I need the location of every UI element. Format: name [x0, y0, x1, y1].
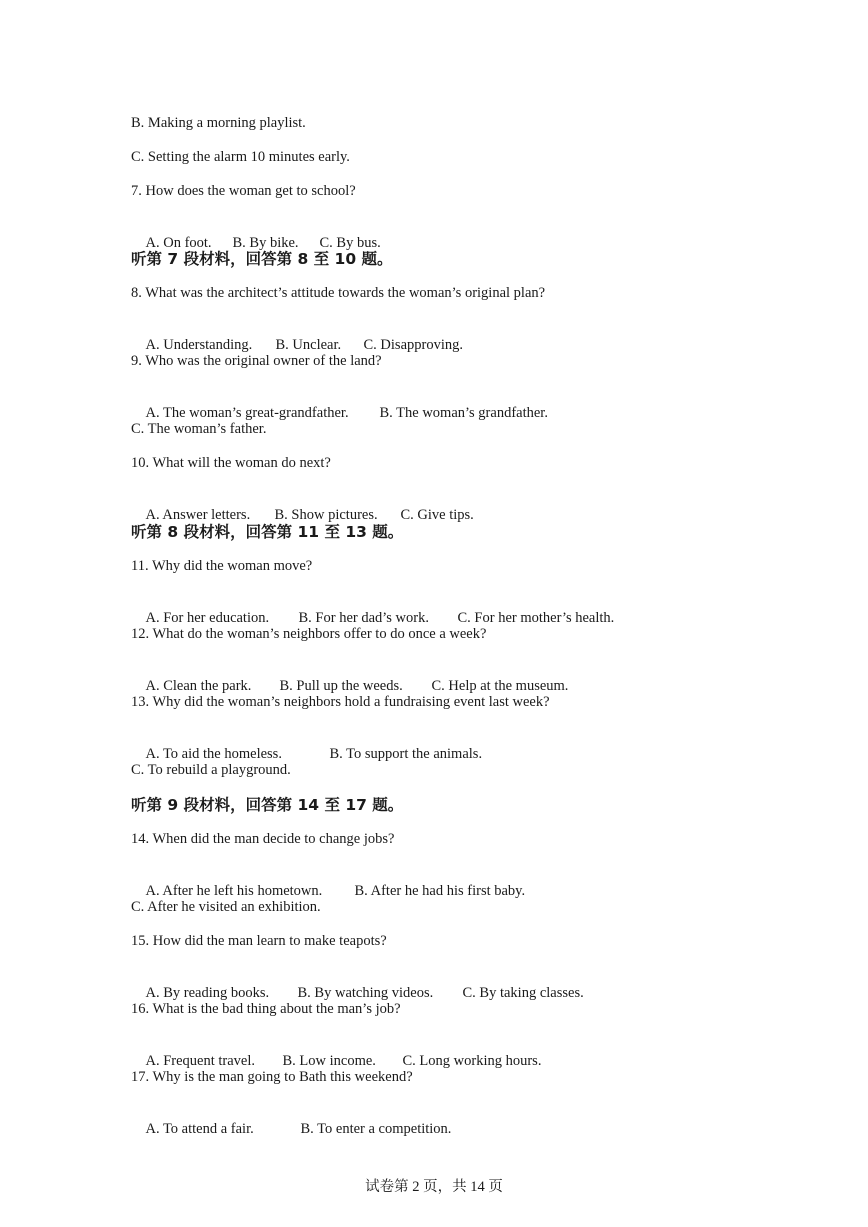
- question-line: 9. Who was the original owner of the land?: [131, 353, 382, 369]
- option-b: B. Show pictures.: [274, 507, 378, 523]
- option-a: A. Clean the park.: [145, 678, 252, 694]
- question-line: 15. How did the man learn to make teapots?: [131, 933, 387, 949]
- question-line: 11. Why did the woman move?: [131, 558, 313, 574]
- section-heading: 听第 9 段材料，回答第 14 至 17 题。: [131, 796, 404, 814]
- option-a: A. For her education.: [145, 610, 270, 626]
- question-line: 14. When did the man decide to change jobs?: [131, 831, 395, 847]
- option-b: B. By bike.: [232, 235, 299, 251]
- option-line: C. To rebuild a playground.: [131, 762, 291, 778]
- option-b: B. Unclear.: [275, 337, 342, 353]
- question-line: 10. What will the woman do next?: [131, 455, 331, 471]
- option-b: B. After he had his first baby.: [354, 883, 526, 899]
- option-c: C. By bus.: [319, 235, 381, 251]
- option-a: A. Answer letters.: [145, 507, 251, 523]
- option-c: C. Give tips.: [400, 507, 474, 523]
- section-heading: 听第 8 段材料，回答第 11 至 13 题。: [131, 523, 404, 541]
- question-line: 17. Why is the man going to Bath this weekend?: [131, 1069, 413, 1085]
- option-line: C. The woman’s father.: [131, 421, 267, 437]
- option-c: C. Help at the museum.: [431, 678, 569, 694]
- page-footer: 试卷第 2 页，共 14 页: [365, 1179, 503, 1195]
- option-c: C. For her mother’s health.: [457, 610, 615, 626]
- option-b: B. For her dad’s work.: [298, 610, 429, 626]
- option-line: B. Making a morning playlist.: [131, 115, 306, 131]
- question-line: 13. Why did the woman’s neighbors hold a fundraising event last week?: [131, 694, 550, 710]
- option-line: C. After he visited an exhibition.: [131, 899, 321, 915]
- option-line: C. Setting the alarm 10 minutes early.: [131, 149, 350, 165]
- option-c: C. Long working hours.: [402, 1053, 542, 1069]
- option-c: C. By taking classes.: [462, 985, 584, 1001]
- option-b: B. By watching videos.: [297, 985, 434, 1001]
- option-a: A. Frequent travel.: [145, 1053, 256, 1069]
- option-b: B. Low income.: [282, 1053, 376, 1069]
- option-a: A. To aid the homeless.: [145, 746, 282, 762]
- option-a: A. By reading books.: [145, 985, 270, 1001]
- question-line: 16. What is the bad thing about the man’s job?: [131, 1001, 401, 1017]
- option-c: C. Disapproving.: [363, 337, 463, 353]
- question-line: 12. What do the woman’s neighbors offer to do once a week?: [131, 626, 487, 642]
- question-line: 8. What was the architect’s attitude towards the woman’s original plan?: [131, 285, 546, 301]
- option-b: B. To support the animals.: [329, 746, 483, 762]
- section-heading: 听第 7 段材料，回答第 8 至 10 题。: [131, 250, 393, 268]
- option-a: A. To attend a fair.: [145, 1121, 254, 1137]
- options-row: [131, 1102, 451, 1156]
- question-line: 7. How does the woman get to school?: [131, 183, 356, 199]
- option-b: B. The woman’s grandfather.: [379, 405, 548, 421]
- option-a: A. On foot.: [145, 235, 212, 251]
- option-a: A. The woman’s great-grandfather.: [145, 405, 349, 421]
- option-a: A. After he left his hometown.: [145, 883, 323, 899]
- option-b: B. Pull up the weeds.: [279, 678, 403, 694]
- option-b: B. To enter a competition.: [300, 1121, 452, 1137]
- option-a: A. Understanding.: [145, 337, 253, 353]
